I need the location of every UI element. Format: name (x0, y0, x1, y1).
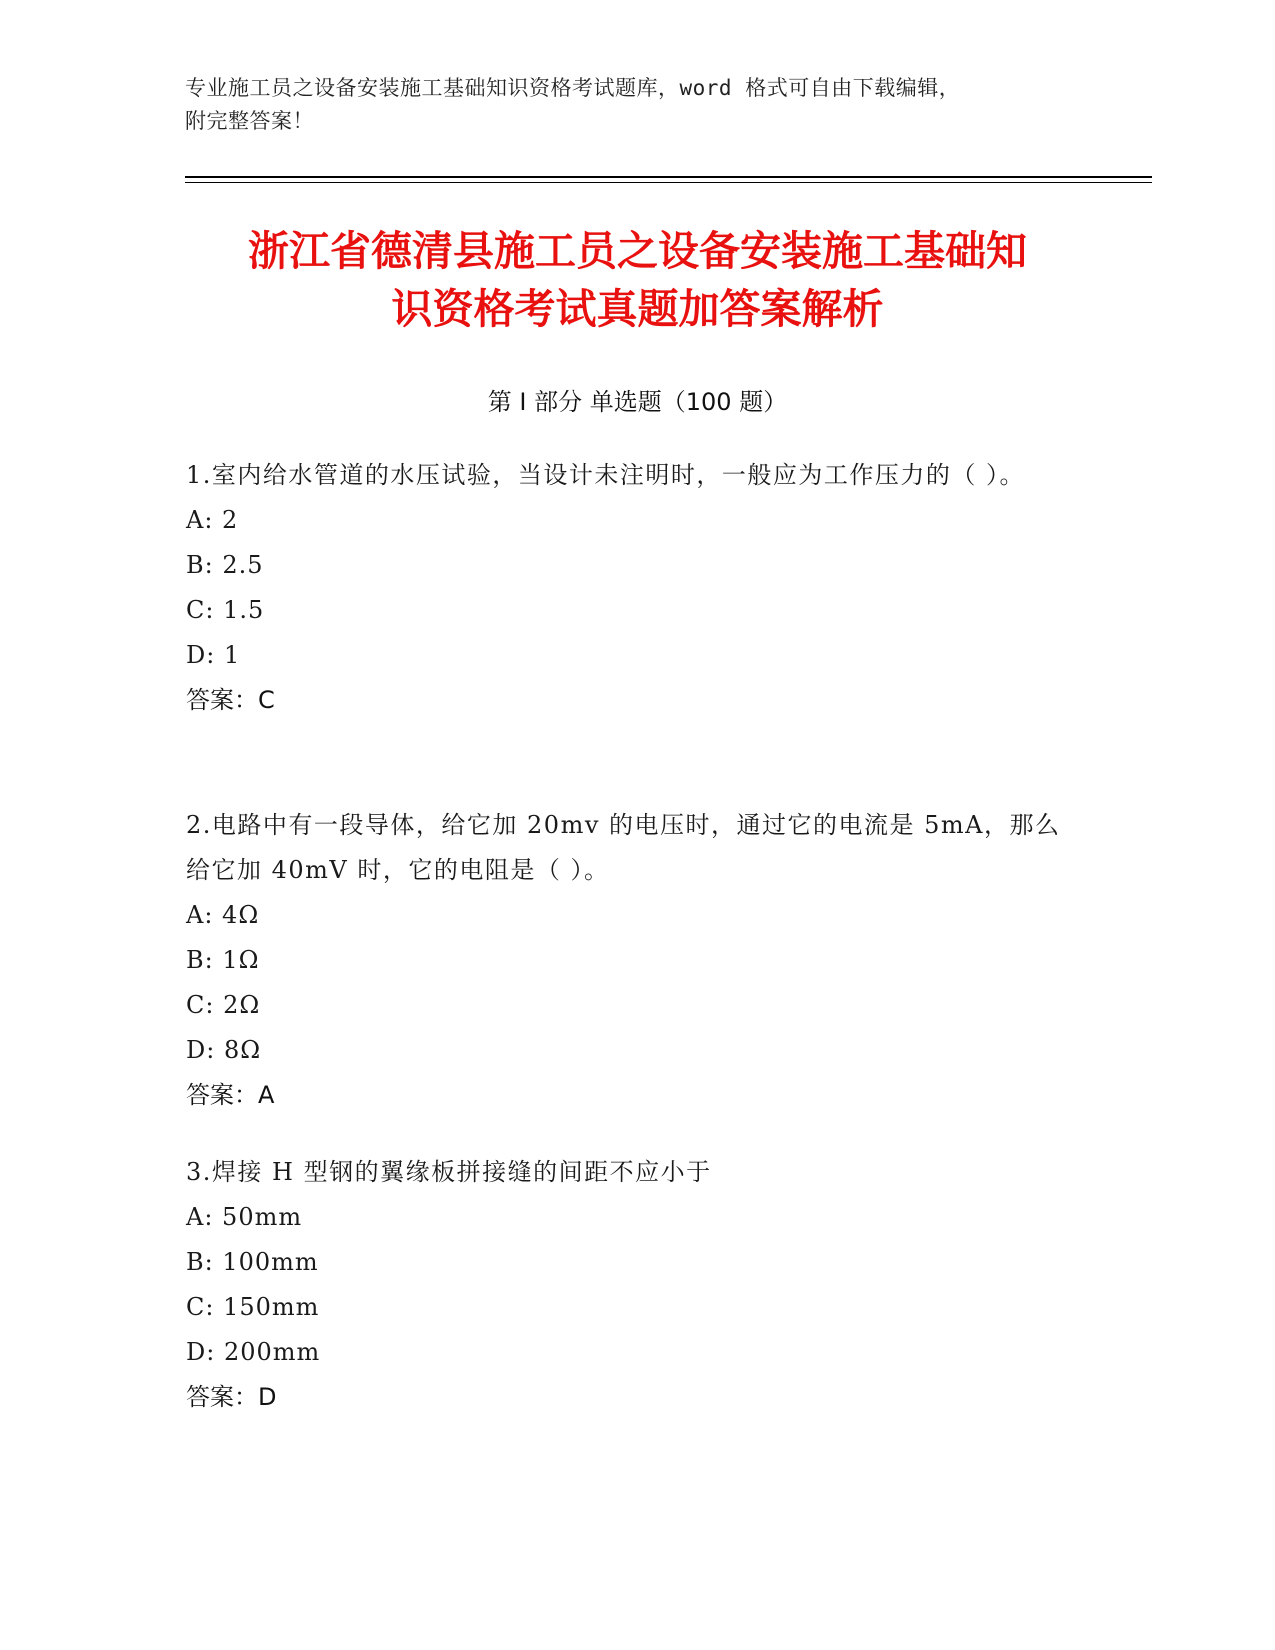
section-heading: 第 I 部分 单选题（100 题） (487, 388, 788, 416)
question-option: A: 50mm (186, 1203, 303, 1231)
question-option: C: 150mm (186, 1293, 320, 1321)
document-title-line: 浙江省德清县施工员之设备安装施工基础知 (248, 227, 1027, 275)
question-item (186, 453, 1066, 723)
document-title-line: 识资格考试真题加答案解析 (391, 285, 884, 333)
question-option: A: 4Ω (186, 901, 260, 929)
question-stem: 3.焊接 H 型钢的翼缘板拼接缝的间距不应小于 (186, 1158, 712, 1186)
question-stem: 2.电路中有一段导体，给它加 20mv 的电压时，通过它的电流是 5mA，那么给它加 40mV 时，它的电阻是（ ）。 (186, 811, 1061, 884)
question-item (186, 803, 1066, 1118)
question-option: A: 2 (186, 506, 239, 534)
question-answer: 答案：D (186, 1383, 277, 1411)
question-answer: 答案：C (186, 686, 275, 714)
header-note-line: 附完整答案！ (185, 109, 314, 133)
header-divider (185, 176, 1152, 178)
header-note (185, 72, 1055, 138)
question-stem: 1.室内给水管道的水压试验，当设计未注明时，一般应为工作压力的（ ）。 (186, 461, 1026, 489)
header-note-line: 专业施工员之设备安装施工基础知识资格考试题库，word 格式可自由下载编辑， (185, 76, 961, 100)
document-title (150, 222, 1125, 338)
header-divider-thin (185, 182, 1152, 183)
question-option: C: 2Ω (186, 991, 261, 1019)
question-option: B: 100mm (186, 1248, 319, 1276)
question-option: B: 1Ω (186, 946, 260, 974)
question-option: D: 200mm (186, 1338, 321, 1366)
question-option: D: 1 (186, 641, 241, 669)
question-option: B: 2.5 (186, 551, 264, 579)
question-item (186, 1150, 1066, 1420)
question-option: C: 1.5 (186, 596, 265, 624)
question-answer: 答案：A (186, 1081, 275, 1109)
question-option: D: 8Ω (186, 1036, 262, 1064)
